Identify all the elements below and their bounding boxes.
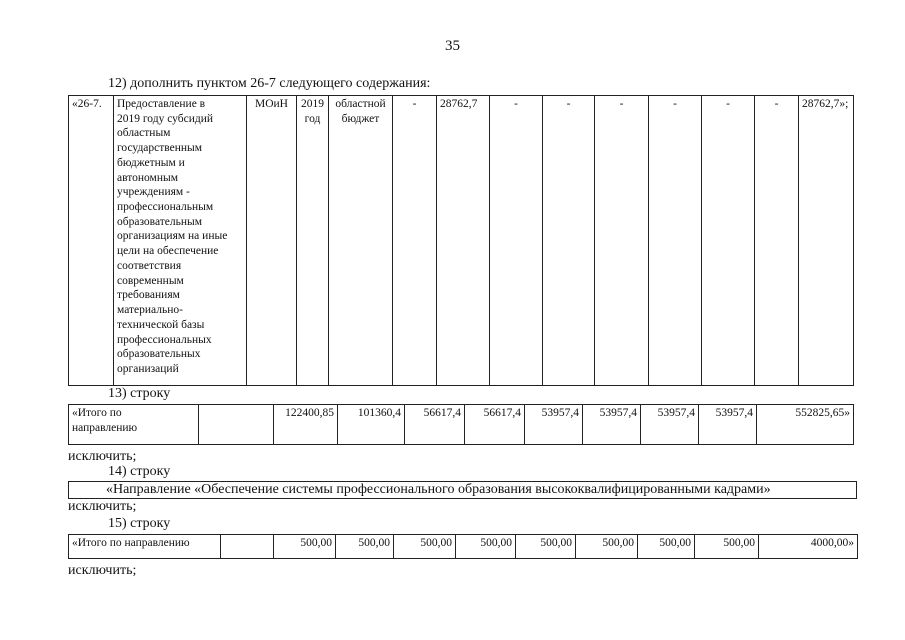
table-row [69, 535, 858, 559]
description-line: цели на обеспечение [117, 245, 219, 258]
empty-cell [199, 405, 274, 445]
description-line: профессиональным [117, 201, 214, 214]
value-cell: - [702, 96, 755, 386]
value-cell: 500,00 [394, 535, 456, 559]
year-line: год [304, 112, 321, 125]
value-cell: 500,00 [456, 535, 516, 559]
row-number: «26-7. [69, 96, 114, 386]
description-line: областным [117, 127, 171, 140]
description-line: образовательным [117, 215, 203, 228]
table-row [69, 405, 854, 445]
value-cell: 500,00 [695, 535, 759, 559]
value-cell: 28762,7 [437, 96, 490, 386]
value-cell: 500,00 [336, 535, 394, 559]
page-number: 35 [445, 38, 460, 54]
value-cell: 101360,4 [338, 405, 405, 445]
value-cell: 500,00 [638, 535, 695, 559]
row-description [114, 96, 247, 386]
year-line: 2019 [301, 98, 324, 110]
item-15-heading: 15) строку [108, 516, 171, 531]
value-cell: 122400,85 [274, 405, 338, 445]
row-label [69, 405, 199, 445]
item-13-heading: 13) строку [108, 386, 171, 401]
value-cell: - [543, 96, 595, 386]
value-cell: - [393, 96, 437, 386]
table-row [69, 96, 854, 386]
value-cell: - [595, 96, 649, 386]
item-14-heading: 14) строку [108, 464, 171, 479]
item-14-framed-row [68, 481, 857, 499]
value-cell: - [649, 96, 702, 386]
item-15-exclude: исключить; [68, 563, 137, 578]
description-line: соответствия [117, 259, 182, 272]
item-14-exclude: исключить; [68, 499, 137, 514]
description-line: материально- [117, 304, 183, 317]
value-cell: 53957,4 [641, 405, 699, 445]
value-cell: 552825,65» [757, 405, 854, 445]
value-cell: 53957,4 [525, 405, 583, 445]
description-line: 2019 году субсидий [117, 112, 214, 125]
description-line: требованиям [117, 289, 180, 302]
row-label: «Итого по направлению [69, 535, 221, 559]
source-line: областной [335, 98, 386, 110]
description-line: бюджетным и [117, 156, 185, 169]
value-cell: - [490, 96, 543, 386]
value-cell: 500,00 [576, 535, 638, 559]
source-line: бюджет [341, 112, 380, 125]
description-line: образовательных [117, 348, 201, 361]
description-line: технической базы [117, 318, 205, 331]
description-line: учреждениям - [117, 186, 190, 199]
label-line: направлению [72, 421, 138, 434]
row-funding-source [329, 96, 393, 386]
description-line: организаций [117, 362, 179, 375]
item-12-table [68, 95, 854, 386]
value-cell: 53957,4 [699, 405, 757, 445]
value-cell: 53957,4 [583, 405, 641, 445]
description-line: организациям на иные [117, 230, 228, 243]
row-executor: МОиН [247, 96, 297, 386]
framed-row-text: «Направление «Обеспечение системы профессионального образования высококвалифицированными кадрами» [106, 482, 771, 497]
item-13-exclude: исключить; [68, 449, 137, 464]
value-cell: 56617,4 [405, 405, 465, 445]
value-cell: 500,00 [516, 535, 576, 559]
item-15-table [68, 534, 858, 559]
value-cell: 28762,7»; [799, 96, 854, 386]
value-cell: - [755, 96, 799, 386]
value-cell: 4000,00» [759, 535, 858, 559]
description-line: Предоставление в [117, 98, 206, 110]
description-line: автономным [117, 171, 178, 184]
value-cell: 56617,4 [465, 405, 525, 445]
item-12-heading: 12) дополнить пунктом 26-7 следующего содержания: [108, 76, 431, 91]
item-13-table [68, 404, 854, 445]
description-line: современным [117, 274, 184, 287]
row-year [297, 96, 329, 386]
label-line: «Итого по [72, 407, 122, 419]
empty-cell [221, 535, 274, 559]
description-line: профессиональных [117, 333, 212, 346]
value-cell: 500,00 [274, 535, 336, 559]
description-line: государственным [117, 142, 203, 155]
